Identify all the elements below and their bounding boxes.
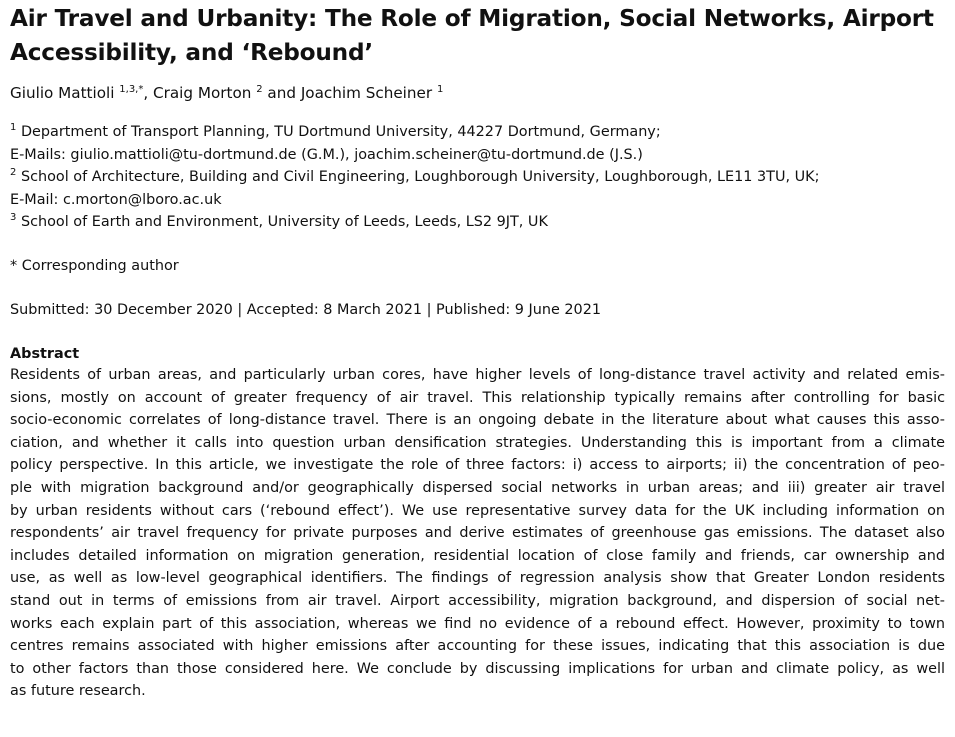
abstract-line: includes detailed information on migration generation, residential location of close family and friends, car ownership and — [10, 547, 945, 564]
abstract-line: by urban residents without cars (‘rebound effect’). We use representative survey data for the UK including information on — [10, 502, 945, 519]
abstract-heading: Abstract — [10, 345, 80, 362]
author-separator: and — [262, 84, 301, 102]
abstract-line: ciation, and whether it calls into question urban densification strategies. Understanding this is important from a climate — [10, 434, 945, 451]
author-name: Joachim Scheiner — [300, 84, 433, 102]
article-title — [10, 2, 945, 70]
title-line-1: Air Travel and Urbanity: The Role of Migration, Social Networks, Airport — [10, 5, 934, 32]
publication-dates: Submitted: 30 December 2020 | Accepted: 8 March 2021 | Published: 9 June 2021 — [10, 301, 602, 318]
abstract-line: respondents’ air travel frequency for private purposes and derive estimates of greenhouse gas emissions. The dataset also — [10, 525, 945, 542]
abstract-line: sions, mostly on account of greater frequency of air travel. This relationship typically remains after controlling for basic — [10, 389, 945, 406]
author-affiliation-marker: 1 — [436, 84, 444, 95]
abstract-body — [10, 364, 945, 703]
article-page — [10, 0, 945, 703]
author-name: Giulio Mattioli — [10, 84, 115, 102]
title-line-2: Accessibility, and ‘Rebound’ — [10, 39, 373, 66]
abstract-line: works each explain part of this association, whereas we find no evidence of a rebound effect. However, proximity to town — [10, 615, 945, 632]
affiliation-line: $^1$ Department of Transport Planning, TU Dortmund University, 44227 Dortmund, Germany; — [10, 122, 661, 140]
abstract-line: policy perspective. In this article, we investigate the role of three factors: i) access to airports; ii) the concentration of peo- — [10, 457, 945, 474]
author-affiliation-marker: 1,3,* — [119, 84, 144, 95]
abstract-line: to other factors than those considered here. We conclude by discussing implications for urban and climate policy, as well — [10, 660, 945, 677]
corresponding-author-note: * Corresponding author — [10, 257, 179, 274]
abstract-line: stand out in terms of emissions from air travel. Airport accessibility, migration background, and dispersion of social net- — [10, 592, 945, 609]
abstract-line: as future research. — [10, 683, 146, 700]
abstract-line: Residents of urban areas, and particularly urban cores, have higher levels of long-distance travel activity and related emis- — [10, 366, 945, 383]
author-name: Craig Morton — [153, 84, 252, 102]
email-line: E-Mail: c.morton@lboro.ac.uk — [10, 191, 222, 208]
email-line: E-Mails: giulio.mattioli@tu-dortmund.de (G.M.), joachim.scheiner@tu-dortmund.de (J.S.) — [10, 146, 643, 163]
affiliations — [10, 121, 945, 234]
affiliation-line: $^2$ School of Architecture, Building and Civil Engineering, Loughborough University, Loughborough, LE11 3TU, UK; — [10, 167, 820, 186]
author-affiliation-marker: 2 — [256, 84, 263, 95]
abstract-line: socio-economic correlates of long-distance travel. There is an ongoing debate in the literature about what causes this asso- — [10, 412, 945, 429]
affiliation-line: $^3$ School of Earth and Environment, University of Leeds, Leeds, LS2 9JT, UK — [10, 212, 548, 231]
abstract-line: ple with migration background and/or geographically dispersed social networks in urban areas; and iii) greater air travel — [10, 479, 945, 496]
author-list — [10, 82, 945, 104]
abstract-line: use, as well as low-level geographical identifiers. The findings of regression analysis show that Greater London residents — [10, 570, 945, 587]
abstract-line: centres remains associated with higher emissions after accounting for these issues, indicating that this association is due — [10, 638, 945, 655]
author-separator: , — [143, 84, 154, 102]
